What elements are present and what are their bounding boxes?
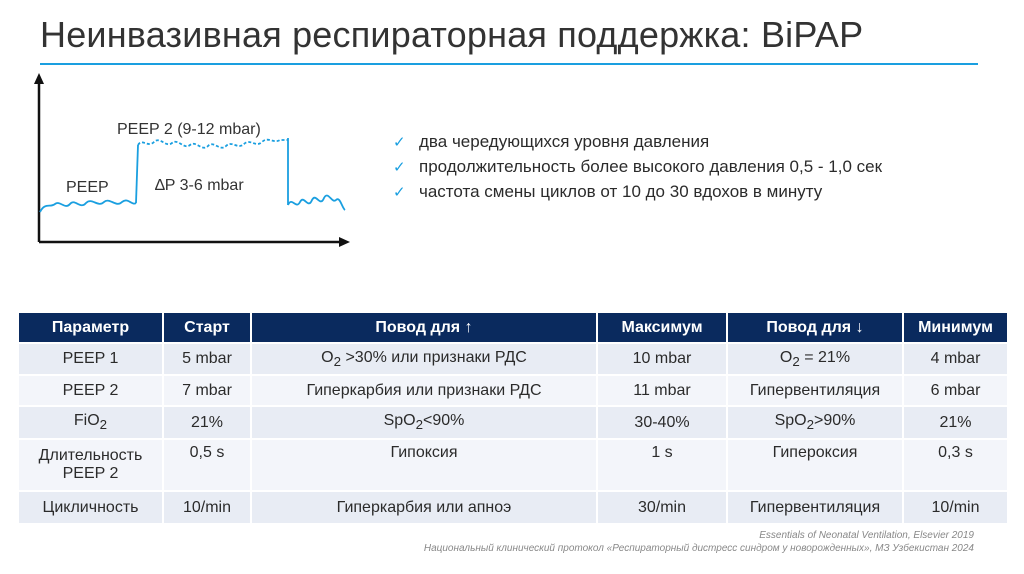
cell-reason-up: $O_2 >30\%$ или признаки РДС <box>251 343 597 375</box>
peep-high-wave <box>138 140 288 148</box>
peep-return-wave <box>288 195 345 210</box>
list-item: ✓ продолжительность более высокого давления 0,5 - 1,0 сек <box>393 155 882 180</box>
header-parameter: Параметр <box>19 313 163 343</box>
header-minimum: Минимум <box>903 313 1008 343</box>
cell-reason-down: SpO$_2$>90% <box>727 406 903 439</box>
cell-maximum: 30-40% <box>597 406 727 439</box>
cell-reason-down: Гипероксия <box>727 439 903 491</box>
transition-up <box>136 145 138 203</box>
features-list <box>393 130 882 205</box>
cell-reason-down: Гипервентиляция <box>727 491 903 523</box>
cell-reason-down: $O_2 = 21\%$ <box>727 343 903 375</box>
check-icon: ✓ <box>393 134 406 151</box>
cell-maximum: 1 s <box>597 439 727 491</box>
header-start: Старт <box>163 313 251 343</box>
cell-parameter: Длительность PEEP 2 <box>19 439 163 491</box>
cell-reason-up: Гиперкарбия или апноэ <box>251 491 597 523</box>
cell-minimum: 21% <box>903 406 1008 439</box>
peep-low-wave <box>40 200 136 212</box>
table-row <box>19 406 1008 439</box>
cell-minimum: 10/min <box>903 491 1008 523</box>
cell-minimum: 4 mbar <box>903 343 1008 375</box>
cell-reason-up: Гиперкарбия или признаки РДС <box>251 375 597 406</box>
cell-parameter: Цикличность <box>19 491 163 523</box>
label-peep2: PEEP 2 (9-12 mbar) <box>117 121 261 138</box>
cell-reason-up: Гипоксия <box>251 439 597 491</box>
reference-1: Essentials of Neonatal Ventilation, Elsevier 2019 <box>759 530 974 541</box>
title-divider <box>40 63 978 65</box>
label-delta-p: ∆P 3-6 mbar <box>155 177 244 194</box>
references <box>424 529 974 555</box>
x-axis-arrow <box>339 237 350 247</box>
check-icon: ✓ <box>393 184 406 201</box>
table-row <box>19 439 1008 491</box>
header-maximum: Максимум <box>597 313 727 343</box>
table-row <box>19 491 1008 523</box>
cell-reason-down: Гипервентиляция <box>727 375 903 406</box>
table-row <box>19 343 1008 375</box>
cell-start: 10/min <box>163 491 251 523</box>
parameters-table <box>19 313 1009 523</box>
list-item: ✓ два чередующихся уровня давления <box>393 130 882 155</box>
header-reason-down: Повод для ↓ <box>727 313 903 343</box>
cell-maximum: 10 mbar <box>597 343 727 375</box>
check-icon: ✓ <box>393 159 406 176</box>
table-header-row <box>19 313 1008 343</box>
cell-maximum: 30/min <box>597 491 727 523</box>
page-title: Неинвазивная респираторная поддержка: BiPAP <box>40 14 864 55</box>
bipap-pressure-graph <box>20 70 360 260</box>
cell-start: 7 mbar <box>163 375 251 406</box>
cell-parameter: PEEP 2 <box>19 375 163 406</box>
table-row <box>19 375 1008 406</box>
y-axis-arrow <box>34 73 44 84</box>
list-item: ✓ частота смены циклов от 10 до 30 вдохов в минуту <box>393 180 882 205</box>
cell-parameter: PEEP 1 <box>19 343 163 375</box>
cell-maximum: 11 mbar <box>597 375 727 406</box>
cell-parameter: FiO$_2$ <box>19 406 163 439</box>
header-reason-up: Повод для ↑ <box>251 313 597 343</box>
cell-minimum: 6 mbar <box>903 375 1008 406</box>
cell-start: 0,5 s <box>163 439 251 491</box>
label-peep: PEEP <box>66 179 109 196</box>
cell-start: 21% <box>163 406 251 439</box>
reference-2: Национальный клинический протокол «Респираторный дистресс синдром у новорожденных», МЗ Узбекистан 2024 <box>423 543 974 554</box>
cell-start: 5 mbar <box>163 343 251 375</box>
cell-reason-up: SpO$_2$<90% <box>251 406 597 439</box>
cell-minimum: 0,3 s <box>903 439 1008 491</box>
